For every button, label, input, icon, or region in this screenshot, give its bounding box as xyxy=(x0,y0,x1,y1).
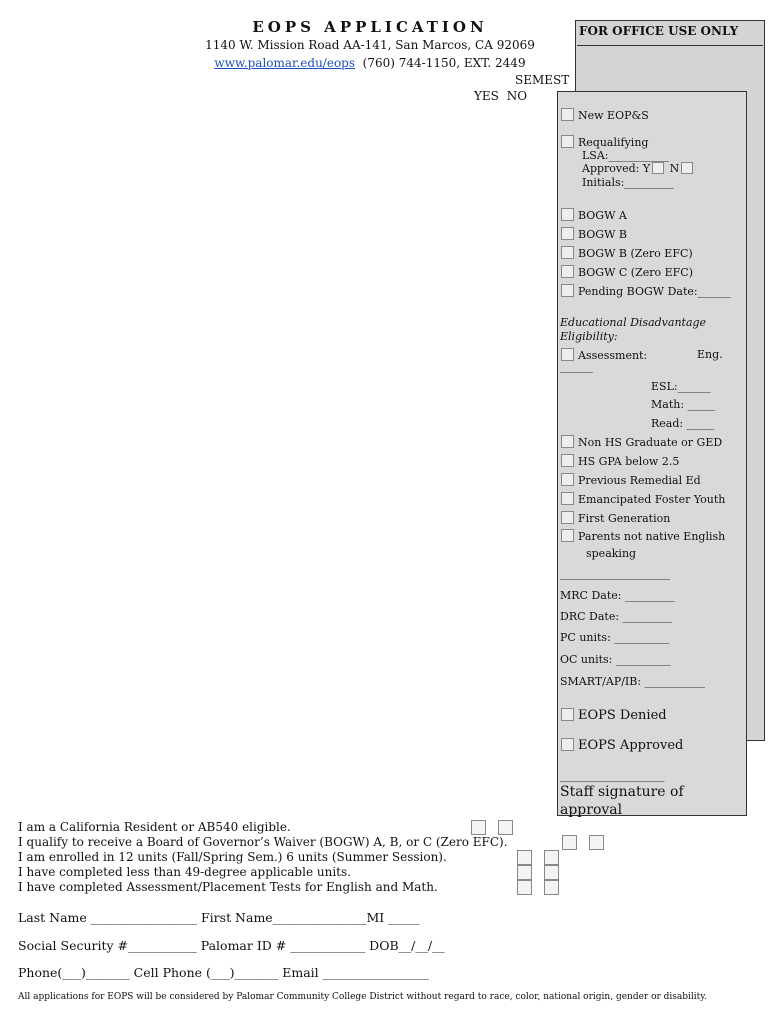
assessment-label: Assessment: xyxy=(578,349,648,362)
units-no-checkbox[interactable] xyxy=(544,865,559,880)
statement-assessment: I have completed Assessment/Placement Tests for English and Math. xyxy=(18,880,438,894)
math-field: Math: _____ xyxy=(651,398,716,411)
checkbox[interactable] xyxy=(561,492,574,505)
bogw-a-label: BOGW A xyxy=(578,209,627,222)
eops-denied-item[interactable] xyxy=(561,708,667,723)
parents-not-native-label: Parents not native English xyxy=(578,530,726,543)
contact-fields[interactable]: Phone(___)_______ Cell Phone (___)_______ Email _________________ xyxy=(18,965,429,980)
new-eops-item[interactable] xyxy=(561,108,649,122)
name-fields[interactable]: Last Name _________________ First Name_______________MI _____ xyxy=(18,910,420,925)
bogw-b-zero-label: BOGW B (Zero EFC) xyxy=(578,247,693,260)
checkbox[interactable] xyxy=(561,227,574,240)
resident-yes-checkbox[interactable] xyxy=(471,820,486,835)
units-yes-checkbox[interactable] xyxy=(517,865,532,880)
statement-units: I have completed less than 49-degree applicable units. xyxy=(18,865,351,879)
bogw-b-zero-item[interactable] xyxy=(561,246,693,260)
id-fields[interactable]: Social Security #___________ Palomar ID # ____________ DOB__/__/__ xyxy=(18,938,445,953)
staff-signature-label: Staff signature of approval xyxy=(560,784,684,818)
approved-n-label: N xyxy=(669,162,680,175)
oc-units-field: OC units: __________ xyxy=(560,653,671,666)
parents-not-native-item[interactable] xyxy=(561,529,725,543)
checkbox[interactable] xyxy=(561,435,574,448)
non-hs-label: Non HS Graduate or GED xyxy=(578,436,723,449)
drc-date-field: DRC Date: _________ xyxy=(560,610,673,623)
bogw-a-item[interactable] xyxy=(561,208,627,222)
checkbox[interactable] xyxy=(561,108,574,121)
eligibility-heading: Eligibility: xyxy=(560,330,618,343)
assessment-no-checkbox[interactable] xyxy=(544,880,559,895)
approved-y-checkbox[interactable] xyxy=(652,162,664,174)
checkbox[interactable] xyxy=(561,708,574,721)
bogw-yes-checkbox[interactable] xyxy=(562,835,577,850)
checkbox[interactable] xyxy=(561,454,574,467)
eng-label: Eng. xyxy=(697,348,723,361)
yes-no-header xyxy=(474,89,527,103)
blank-line: ____________________ xyxy=(560,567,670,580)
prev-remedial-label: Previous Remedial Ed xyxy=(578,474,701,487)
bogw-b-label: BOGW B xyxy=(578,228,627,241)
statement-bogw: I qualify to receive a Board of Governor’s Waiver (BOGW) A, B, or C (Zero EFC). xyxy=(18,835,508,849)
non-hs-item[interactable] xyxy=(561,435,722,449)
pc-units-field: PC units: __________ xyxy=(560,631,670,644)
checkbox[interactable] xyxy=(561,473,574,486)
hs-gpa-label: HS GPA below 2.5 xyxy=(578,455,680,468)
pending-bogw-label: Pending BOGW Date:______ xyxy=(578,285,731,298)
statement-resident: I am a California Resident or AB540 eligible. xyxy=(18,820,291,834)
checkbox[interactable] xyxy=(561,265,574,278)
eng-line: ______ xyxy=(560,360,593,373)
foster-youth-label: Emancipated Foster Youth xyxy=(578,493,726,506)
yes-label: YES xyxy=(474,89,499,103)
mrc-date-field: MRC Date: _________ xyxy=(560,589,675,602)
first-gen-label: First Generation xyxy=(578,512,671,525)
office-use-title: FOR OFFICE USE ONLY xyxy=(579,24,739,38)
bogw-c-zero-item[interactable] xyxy=(561,265,693,279)
checkbox[interactable] xyxy=(561,511,574,524)
statement-enrolled: I am enrolled in 12 units (Fall/Spring Sem.) 6 units (Summer Session). xyxy=(18,850,447,864)
read-field: Read: _____ xyxy=(651,417,715,430)
phone-text: (760) 744-1150, EXT. 2449 xyxy=(362,56,526,70)
application-title: EOPS APPLICATION xyxy=(252,18,488,36)
checkbox[interactable] xyxy=(561,208,574,221)
checkbox[interactable] xyxy=(561,246,574,259)
pending-bogw-item[interactable] xyxy=(561,284,731,298)
esl-field: ESL:______ xyxy=(651,380,711,393)
office-divider xyxy=(577,45,763,46)
prev-remedial-item[interactable] xyxy=(561,473,701,487)
bogw-c-zero-label: BOGW C (Zero EFC) xyxy=(578,266,694,279)
foster-youth-item[interactable] xyxy=(561,492,725,506)
semester-label: SEMEST xyxy=(515,73,570,87)
eops-approved-label: EOPS Approved xyxy=(578,738,684,753)
bogw-no-checkbox[interactable] xyxy=(589,835,604,850)
office-panel xyxy=(557,91,747,816)
hs-gpa-item[interactable] xyxy=(561,454,679,468)
requalifying-item[interactable] xyxy=(561,135,648,149)
enrolled-yes-checkbox[interactable] xyxy=(517,850,532,865)
checkbox[interactable] xyxy=(561,284,574,297)
website-link[interactable]: www.palomar.edu/eops xyxy=(214,56,356,70)
enrolled-no-checkbox[interactable] xyxy=(544,850,559,865)
checkbox[interactable] xyxy=(561,529,574,542)
assessment-yes-checkbox[interactable] xyxy=(517,880,532,895)
contact-line xyxy=(195,56,545,70)
approved-field xyxy=(582,162,695,175)
ed-disadvantage-heading: Educational Disadvantage xyxy=(560,316,707,329)
smart-field: SMART/AP/IB: ___________ xyxy=(560,675,706,688)
checkbox[interactable] xyxy=(561,135,574,148)
approved-n-checkbox[interactable] xyxy=(681,162,693,174)
initials-field: Initials:_________ xyxy=(582,176,674,189)
approved-y-label: Approved: Y xyxy=(582,162,651,175)
speaking-label: speaking xyxy=(586,547,637,560)
signature-line: ___________________ xyxy=(560,769,665,782)
no-label: NO xyxy=(506,89,528,103)
requalifying-label: Requalifying xyxy=(578,136,649,149)
new-eops-label: New EOP&S xyxy=(578,109,649,122)
address-text: 1140 W. Mission Road AA-141, San Marcos, CA 92069 xyxy=(205,38,535,52)
checkbox[interactable] xyxy=(561,738,574,751)
eops-denied-label: EOPS Denied xyxy=(578,708,667,723)
eops-approved-item[interactable] xyxy=(561,738,683,753)
bogw-b-item[interactable] xyxy=(561,227,627,241)
resident-no-checkbox[interactable] xyxy=(498,820,513,835)
nondiscrimination-footer: All applications for EOPS will be considered by Palomar Community College District without regard to race, color, national origin, gender or disability. xyxy=(18,992,708,1002)
lsa-field: LSA:___________ xyxy=(582,149,669,162)
first-gen-item[interactable] xyxy=(561,511,670,525)
